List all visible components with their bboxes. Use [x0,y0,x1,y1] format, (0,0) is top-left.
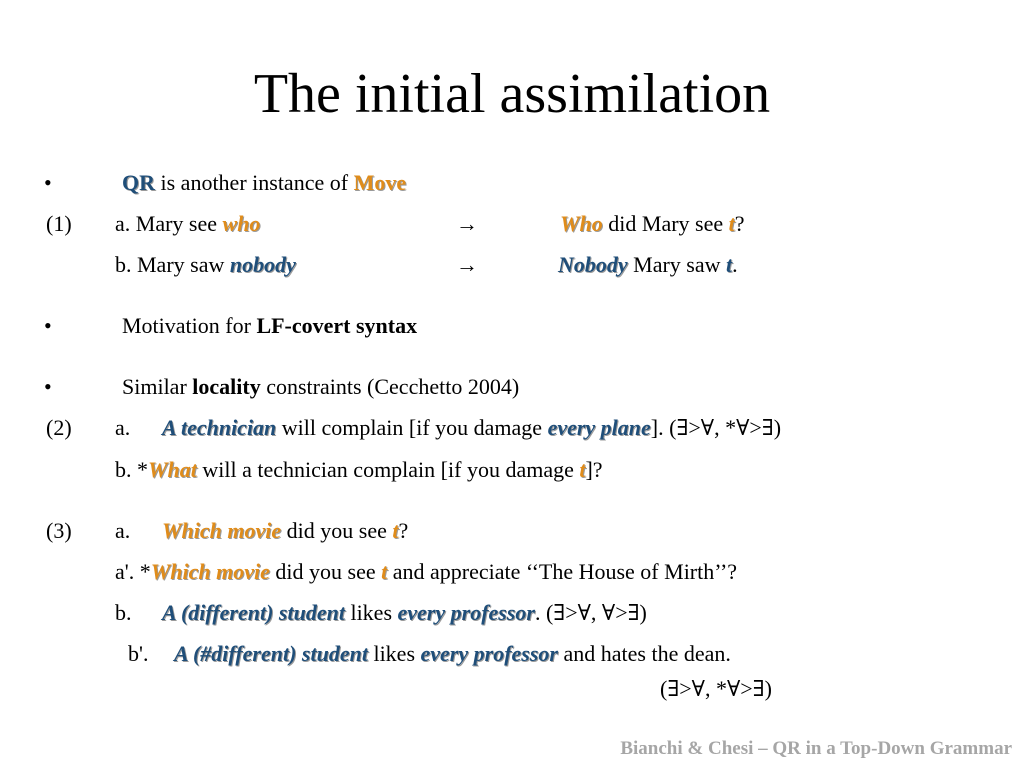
example-label: a. [115,415,131,440]
text: b. Mary saw [115,252,230,277]
example-label: b. [115,600,132,625]
term-who: who [222,211,261,236]
bullet-marker: • [44,170,52,195]
example-2a [162,415,781,441]
example-3a [162,518,408,544]
term-every-professor: every professor [397,600,535,625]
text: likes [344,600,398,625]
example-1a [115,211,260,237]
slide-footer: Bianchi & Chesi – QR in a Top-Down Grammar [620,738,1012,759]
term-move: Move [353,170,407,195]
bullet-marker: • [44,374,52,399]
term-technician: A technician [162,415,277,440]
example-number: (1) [46,211,72,236]
example-1a-result [560,211,745,237]
text: did Mary see [602,211,729,236]
trace-t: t [726,252,733,277]
term-student: A (different) student [162,600,345,625]
term-qr: QR [122,170,155,195]
term-what: What [148,457,197,482]
text: did you see [281,518,393,543]
text: Mary saw [627,252,727,277]
text: . [732,252,738,277]
example-3b-prime [174,641,731,667]
trace-t: t [579,457,586,482]
arrow-icon: → [456,211,478,236]
scope-notation: (∃>∀, *∀>∃) [660,676,772,701]
text: and appreciate ‘‘The House of Mirth’’? [387,559,738,584]
text: did you see [269,559,382,584]
term-nobody: nobody [229,252,296,277]
arrow-icon: → [456,252,478,277]
text: will a technician complain [if you damage [196,457,580,482]
text: ]? [585,457,603,482]
term-which-movie: Which movie [162,518,282,543]
example-1b [115,252,296,278]
trace-t: t [381,559,388,584]
text: ? [734,211,745,236]
text: constraints (Cecchetto 2004) [260,374,520,399]
text: a. Mary see [115,211,223,236]
term-lf-covert: LF-covert syntax [256,313,418,338]
bullet-locality [122,374,519,400]
example-number: (3) [46,518,72,543]
text: Similar [122,374,193,399]
scope-notation: ]. (∃>∀, *∀>∃) [650,415,782,440]
example-label: a'. * [115,559,151,584]
term-who: Who [560,211,603,236]
example-label: b'. [128,641,149,666]
term-which-movie: Which movie [150,559,270,584]
example-3b [162,600,647,626]
example-label: a. [115,518,131,543]
bullet-qr-move [122,170,406,196]
text: ? [398,518,409,543]
slide-title: The initial assimilation [253,63,771,125]
example-1b-result [558,252,738,278]
term-student: A (#different) student [174,641,368,666]
term-every-plane: every plane [547,415,651,440]
example-3a-prime [115,559,737,585]
example-2b [115,457,603,483]
term-every-professor: every professor [420,641,558,666]
trace-t: t [392,518,399,543]
text: likes [367,641,421,666]
bullet-motivation [122,313,417,339]
text: Motivation for [122,313,257,338]
text: and hates the dean. [557,641,731,666]
example-label: b. * [115,457,148,482]
bullet-marker: • [44,313,52,338]
example-number: (2) [46,415,72,440]
trace-t: t [728,211,735,236]
term-nobody: Nobody [558,252,628,277]
scope-notation: . (∃>∀, ∀>∃) [534,600,647,625]
text: is another instance of [155,170,354,195]
term-locality: locality [192,374,261,399]
text: will complain [if you damage [276,415,548,440]
